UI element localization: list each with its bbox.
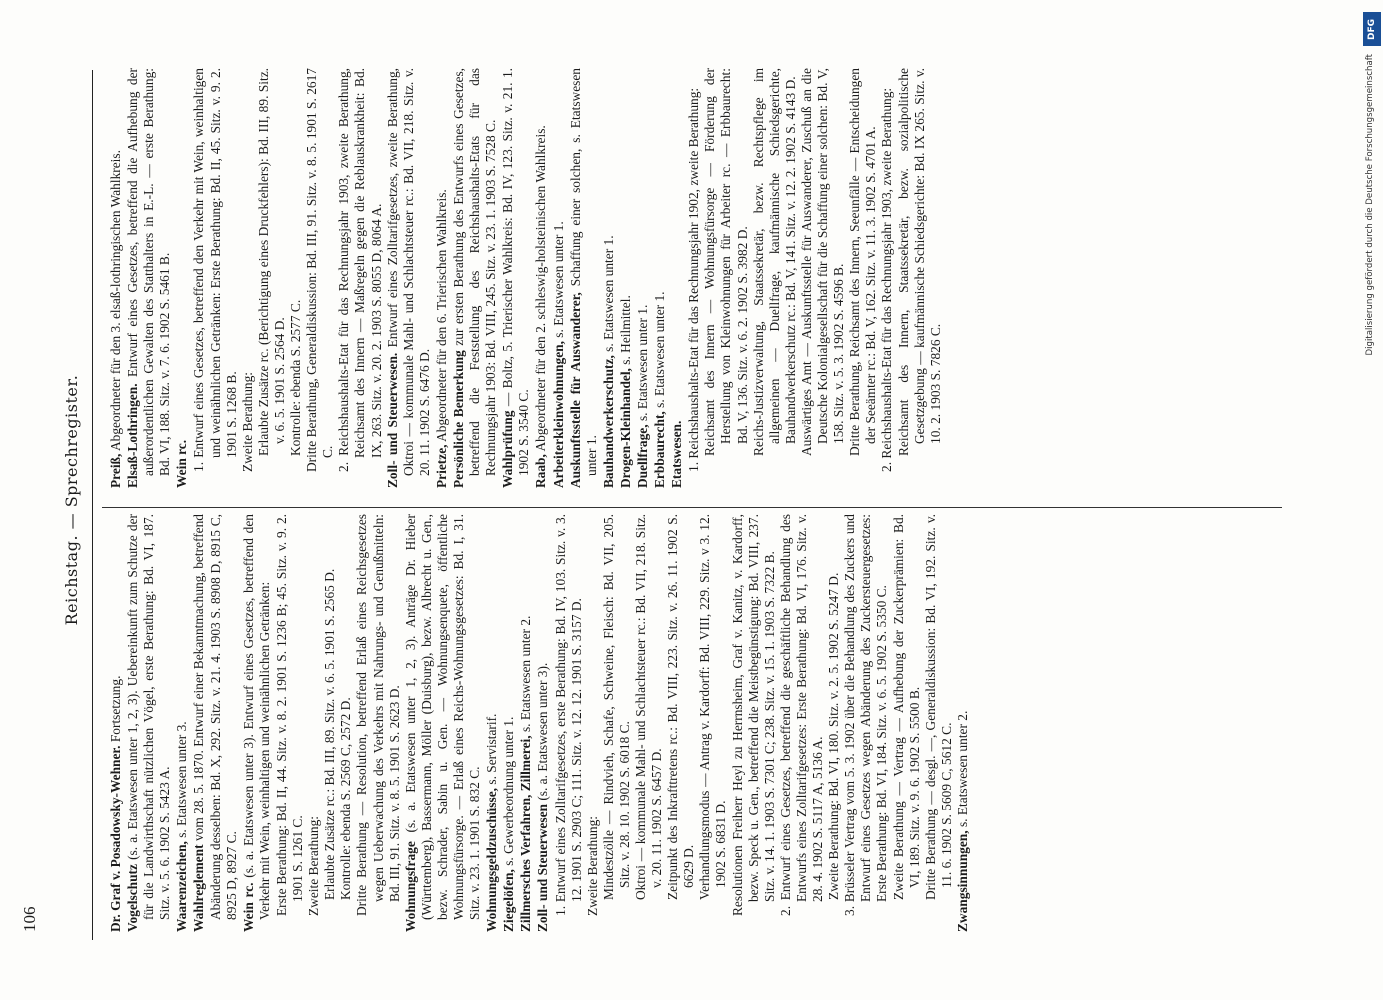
index-subentry: Erste Berathung: Bd. II, 44. Sitz. v. 8. 2. 1901 S. 1236 B; 45. Sitz. v. 9. 2. 1901 S. 1261 C. (273, 514, 306, 916)
entry-text: (s. a. Etatswesen unter 1, 2, 3). Uebereinkunft zum Schutze der für die Landwirthschaft nützlichen Vögel, erste Berathung: Bd. VI, 187. Sitz. v. 5. 6. 1902 S. 5423 A. (125, 514, 173, 920)
entry-text: s. Etatswesen unter 1. (550, 221, 566, 342)
index-entry (108, 514, 124, 932)
entry-heading: Zoll- und Steuerwesen. (384, 352, 400, 488)
index-subentry: Dritte Berathung — Resolution, betreffend Erlaß eines Reichsgesetzes wegen Ueberwachung des Verkehrs mit Nahrungs- und Genußmitteln: Bd. III, 91. Sitz. v. 8. 5. 1901 S. 2623 D. (354, 514, 402, 916)
index-subentry: Kontrolle: ebenda S. 2569 C, 2572 D. (338, 697, 354, 900)
index-subentry: Zweite Berathung: Bd. VI, 180. Sitz. v. 2. 5. 1902 S. 5247 D. (826, 572, 842, 900)
index-subentry: Dritte Berathung, Generaldiskussion: Bd. III, 91. Sitz. v. 8. 5. 1901 S. 2617 C. (304, 68, 336, 472)
entry-text: Abgeordneter für den 6. Trierischen Wahlkreis. (433, 189, 449, 445)
entry-text: (s. a. Etatswesen unter 3). Entwurf eines Gesetzes, betreffend den Verkehr mit Wein, weinhaltigen und weinähnlichen Getränken: (240, 514, 272, 920)
left-column (108, 514, 972, 932)
entry-heading: Auskunftsstelle für Auswanderer, (567, 292, 583, 488)
column-divider (102, 507, 1282, 508)
index-entry (125, 68, 173, 488)
entry-heading: Wein rc. (174, 439, 190, 488)
index-subentry: Reichsamt des Innern, Staatssekretär, bezw. sozialpolitische Gesetzgebung — kaufmännische Schiedsgerichte: Bd. IX 265. Sitz. v. 10. 2. 1903 S. 7826 C. (895, 68, 943, 456)
entry-heading: Arbeiterkleinwohnungen, (550, 341, 566, 488)
entry-text: s. Gewerbeordnung unter 1. (501, 716, 517, 870)
index-entry (501, 514, 517, 932)
page-number: 106 (20, 906, 39, 932)
index-subentry: Erlaubte Zusätze rc.: Bd. III, 89. Sitz. v. 6. 5. 1901 S. 2565 D. (322, 568, 338, 900)
index-entry (174, 514, 190, 932)
index-subentry: Dritte Berathung, Reichsamt des Innern, Seeunfälle — Entscheidungen der Seeämter rc.: Bd. V, 162. Sitz. v. 11. 3. 1902 S. 4701 A. (847, 68, 879, 456)
entry-text: Abgeordneter für den 3. elsaß-lothringischen Wahlkreis. (108, 150, 123, 454)
entry-text: s. Etatswesen unter 1. (652, 291, 668, 412)
entry-heading: Zillmersches Verfahren, Zillmerei, (518, 735, 534, 932)
index-subentry: Zweite Berathung — Vertrag — Aufhebung der Zuckerprämien: Bd. VI, 189. Sitz. v. 9. 6. 1902 S. 5500 B. (890, 514, 922, 900)
entry-heading: Wohnungsgeldzuschüsse, (484, 787, 500, 932)
index-subentry: Auswärtiges Amt — Auskunftsstelle für Auswanderer, Zuschuß an die Deutsche Kolonialgesellschaft für die Schaffung einer solchen: Bd. V, 158. Sitz. v. 5. 3. 1902 S. 4596 B. (798, 68, 847, 456)
index-entry (618, 68, 634, 488)
index-subentry: 1. Entwurf eines Zolltarifgesetzes, erste Berathung: Bd. IV, 103. Sitz. v. 3. 12. 1901 S. 2903 C; 111. Sitz. v. 12. 12. 1901 S. 3157 D. (552, 514, 584, 916)
entry-text: s. Etatswesen unter 1. (600, 235, 616, 356)
entry-text: s. Servistarif. (484, 713, 500, 788)
entry-heading: Zoll- und Steuerwesen (535, 804, 551, 932)
index-entry (535, 514, 551, 932)
entry-heading: Wahlprüfung (500, 410, 516, 488)
index-subentry: Reichs-Justizverwaltung, Staatssekretär, bezw. Rechtspflege im allgemeinen — Duellfrage, kaufmännische Schiedsgerichte, Bauhandwerkerschutz rc.: Bd. V, 141. Sitz. v. 12. 2. 1902 S. 4143 D. (750, 68, 798, 456)
entry-text: s. Heilmittel. (617, 295, 633, 369)
index-subentry: Zeitpunkt des Inkrafttretens rc.: Bd. VIII, 223. Sitz. v. 26. 11. 1902 S. 6629 D. (665, 514, 697, 900)
entry-text: Entwurf eines Gesetzes, betreffend die Aufhebung der außerordentlichen Gewalten des Statthalters in E.-L. — erste Berathung: Bd. VI, 188. Sitz. v. 7. 6. 1902 S. 5461 B. (125, 68, 173, 476)
index-entry (403, 514, 483, 932)
dfg-logo: DFG (1363, 12, 1381, 46)
entry-text: (s. a. Etatswesen unter 3). (535, 662, 551, 805)
index-subentry: Reichsamt des Innern — Wohnungsfürsorge — Förderung der Herstellung von Kleinwohnungen für Arbeiter rc. — Erbbaurecht: Bd. V, 136. Sitz. v. 6. 2. 1902 S. 3982 D. (702, 68, 750, 456)
entry-heading: Wohnungsfrage (402, 841, 418, 932)
entry-text: s. Etatswesen unter 2. (518, 615, 534, 736)
index-subentry: Kontrolle: ebenda S. 2577 C. (288, 299, 304, 456)
entry-heading: Wein rc. (240, 882, 256, 932)
entry-heading: Raab, (533, 454, 549, 488)
index-subentry: Zweite Berathung: (239, 371, 255, 472)
index-entry (500, 68, 532, 488)
index-subentry: Zweite Berathung: (306, 815, 322, 916)
entry-text: (s. a. Etatswesen unter 1, 2, 3). Anträge Dr. Hieber (Württemberg), Bassermann, Möller (Duisburg), bezw. Albrecht u. Gen., bezw. Schrader, Sabin u. Gen. — Wohnungsenquete, öffentliche Wohnungsfürsorge. — Erlaß eines Reichs-Wohnungsgesetzes: Bd. I, 31. Sitz. v. 23. 1. 1901 S. 832 C. (402, 514, 483, 920)
entry-heading: Wahlreglement (191, 844, 207, 932)
index-entry (434, 68, 450, 488)
index-entry (533, 68, 549, 488)
index-entry (451, 68, 499, 488)
entry-heading: Vogelschutz (125, 864, 141, 932)
index-subentry: Mindestzölle — Rindvieh, Schafe, Schweine, Fleisch: Bd. VII, 205. Sitz. v. 28. 10. 1902 S. 6018 C. (600, 514, 632, 900)
digitization-note: Digitalisierung gefördert durch die Deutsche Forschungsgemeinschaft (1365, 54, 1375, 356)
index-subentry: 3. Brüsseler Vertrag vom 5. 3. 1902 über die Behandlung des Zuckers und Entwurf eines Gesetzes wegen Abänderung des Zuckersteuergesetzes: Erste Berathung: Bd. VI, 184. Sitz. v. 6. 5. 1902 S. 5350 C. (842, 514, 890, 916)
index-entry (551, 68, 567, 488)
index-entry (108, 68, 124, 488)
right-column (108, 68, 944, 488)
entry-text: Entwurf eines Zolltarifgesetzes, zweite Berathung, Oktroi — kommunale Mahl- und Schlachtsteuer rc.: Bd. VII, 218. Sitz. v. 20. 11. 1902 S. 6476 D. (384, 67, 432, 476)
index-entry (601, 68, 617, 488)
index-subentry: Verhandlungsmodus — Antrag v. Kardorff: Bd. VIII, 229. Sitz. v 3. 12. 1902 S. 6831 D. (697, 514, 729, 900)
index-entry (385, 68, 433, 488)
index-entry (174, 68, 190, 488)
entry-heading: Ziegelöfen, (501, 869, 517, 932)
running-head: Reichstag. — Sprechregister. (62, 374, 81, 626)
entry-heading: Duellfrage, (635, 424, 650, 488)
index-entry (652, 68, 668, 488)
index-entry (669, 68, 685, 488)
entry-heading: Etatswesen. (669, 420, 685, 488)
entry-heading: Waarenzeichen, (174, 841, 190, 932)
index-entry (635, 68, 651, 488)
entry-text: Abgeordneter für den 2. schleswig-holsteinischen Wahlkreis. (533, 125, 549, 455)
entry-heading: Erbbaurecht, (652, 411, 668, 488)
index-entry (484, 514, 500, 932)
index-subentry: 1. Entwurf eines Gesetzes, betreffend den Verkehr mit Wein, weinhaltigen und weinähnlichen Getränken: Erste Berathung: Bd. II, 45. Sitz. v. 9. 2. 1901 S. 1268 B. (191, 68, 239, 472)
entry-text: Schaffung einer solchen, s. Etatswesen unter 1. (567, 68, 599, 476)
entry-text: s. Etatswesen unter 3. (174, 721, 190, 842)
entry-heading: Elsaß-Lothringen. (125, 383, 141, 488)
index-subentry: Erlaubte Zusätze rc. (Berichtigung eines Druckfehlers): Bd. III, 89. Sitz. v. 6. 5. 1901 S. 2564 D. (255, 68, 287, 456)
entry-text: s. Etatswesen unter 1. (635, 304, 650, 425)
index-entry (568, 68, 600, 488)
entry-text: zur ersten Berathung des Entwurfs eines Gesetzes, betreffend die Feststellung des Reichshaushalts-Etats für das Rechnungsjahr 1903: Bd. VIII, 245. Sitz. v. 23. 1. 1903 S. 7528 C. (450, 67, 499, 476)
entry-heading: Dr. Graf v. Posadowsky-Wehner. (108, 745, 123, 932)
entry-heading: Zwangsinnungen, (954, 830, 970, 932)
index-subentry: Zweite Berathung: (584, 815, 600, 916)
entry-text: vom 28. 5. 1870. Entwurf einer Bekanntmachung, betreffend Abänderung desselben: Bd. X, 292. Sitz. v. 21. 4. 1903 S. 8908 D, 8915 C, 8925 D, 8927 C. (191, 514, 239, 920)
index-entry (955, 514, 971, 932)
entry-text: Fortsetzung. (108, 675, 123, 746)
index-entry (191, 514, 239, 932)
index-entry (241, 514, 273, 932)
index-entry (125, 514, 173, 932)
index-subentry: Oktroi — kommunale Mahl- und Schlachtsteuer rc.: Bd. VII, 218. Sitz. v. 20. 11. 1902 S. 6457 D. (633, 514, 665, 900)
entry-heading: Drogen-Kleinhandel, (617, 368, 633, 488)
entry-text: — Boltz, 5. Trierischer Wahlkreis: Bd. IV, 123. Sitz. v. 21. 1. 1902 S. 3540 C. (500, 68, 532, 476)
entry-heading: Prietze, (433, 444, 449, 488)
index-subentry: 2. Entwurf eines Gesetzes, betreffend die geschäftliche Behandlung des Entwurfs eines Zolltarifgesetzes: Erste Berathung: Bd. VI, 176. Sitz. v. 28. 4. 1902 S. 5117 A, 5136 A. (777, 514, 826, 916)
index-subentry: 2. Reichshaushalts-Etat für das Rechnungsjahr 1903, zweite Berathung, Reichsamt des Innern — Maßregeln gegen die Reblauskrankheit: Bd. IX, 263. Sitz. v. 20. 2. 1903 S. 8055 D, 8064 A. (336, 68, 384, 472)
index-subentry: 1. Reichshaushalts-Etat für das Rechnungsjahr 1902, zweite Berathung: (686, 87, 702, 472)
digitization-sidebar (1361, 12, 1381, 987)
entry-heading: Preiß, (108, 453, 123, 488)
entry-heading: Bauhandwerkerschutz, (600, 355, 616, 488)
entry-heading: Persönliche Bemerkung (450, 350, 466, 488)
entry-text: s. Etatswesen unter 2. (954, 710, 970, 831)
index-subentry: Dritte Berathung — desgl. —, Generaldiskussion: Bd. VI, 192. Sitz. v. 11. 6. 1902 S. 5609 C, 5612 C. (922, 514, 954, 900)
index-subentry: 2. Reichshaushalts-Etat für das Rechnungsjahr 1903, zweite Berathung: (879, 87, 895, 472)
header-rule (92, 70, 93, 940)
index-subentry: Resolutionen Freiherr Heyl zu Herrnsheim, Graf v. Kanitz, v. Kardorff, bezw. Speck u. Gen., betreffend die Meistbegünstigung: Bd. VIII, 237. Sitz. v. 14. 1. 1903 S. 7301 C; 238. Sitz. v. 15. 1. 1903 S. 7322 B. (729, 514, 777, 916)
index-entry (518, 514, 534, 932)
